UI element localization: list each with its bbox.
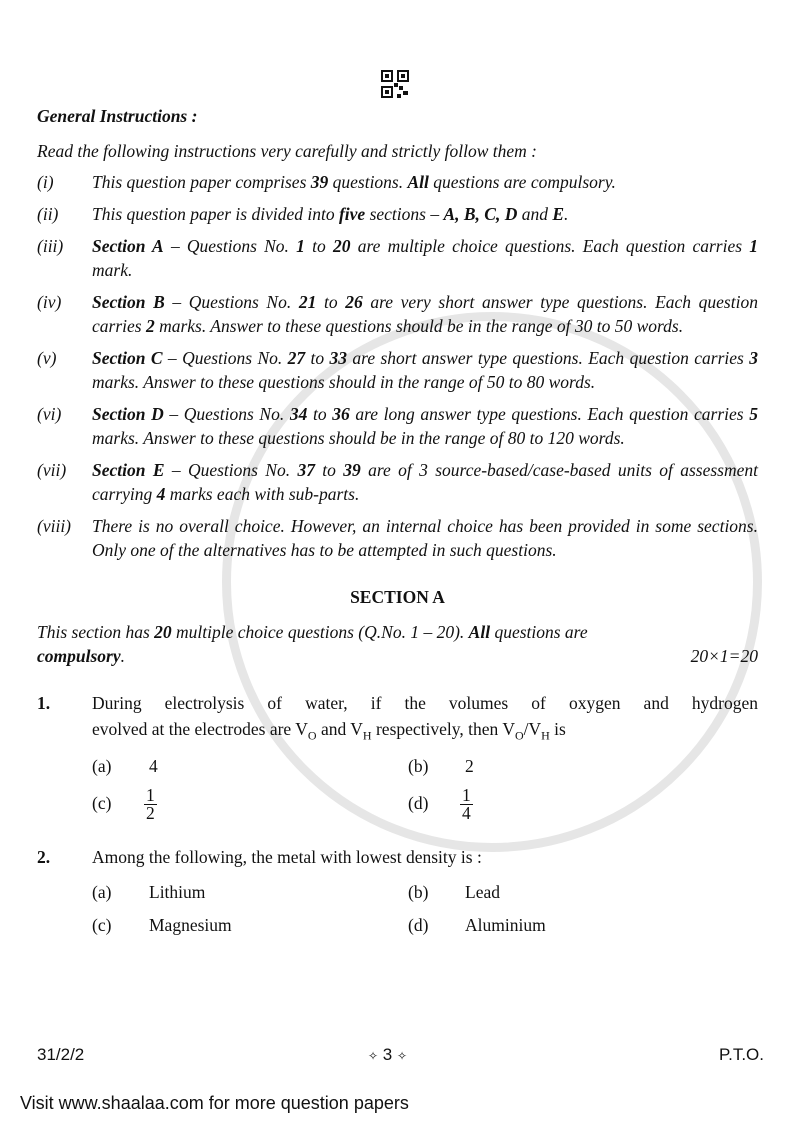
- text: This question paper is divided into: [92, 204, 339, 224]
- text: This section has: [37, 622, 155, 642]
- instruction-item: [37, 402, 758, 450]
- bold-text: 39: [343, 460, 361, 480]
- text: are of 3 source-based/case-based units of assessment carrying: [92, 460, 758, 504]
- bold-text: A, B, C, D: [443, 204, 518, 224]
- subscript: H: [362, 728, 372, 743]
- question-text: Among the following, the metal with lowest density is :: [92, 847, 482, 867]
- bold-text: 20: [332, 236, 351, 256]
- option-b[interactable]: Lead: [465, 882, 500, 902]
- text: multiple choice questions (Q.No. 1 – 20).: [171, 622, 469, 642]
- instructions-intro: Read the following instructions very carefully and strictly follow them :: [37, 141, 537, 161]
- option-label: (d): [408, 792, 429, 813]
- question-text-line1: During electrolysis of water, if the volumes of oxygen and hydrogen: [92, 693, 758, 713]
- bold-text: 37: [297, 460, 315, 480]
- option-d[interactable]: [460, 787, 473, 822]
- page-content: [37, 104, 758, 937]
- options-row: [37, 880, 758, 904]
- paper-code: 31/2/2: [37, 1045, 85, 1064]
- subscript: O: [514, 728, 524, 743]
- qr-code-icon: [381, 70, 409, 98]
- bold-text: 36: [332, 404, 350, 424]
- question-text: [92, 690, 758, 742]
- text: are long answer type questions. Each question carries: [349, 404, 750, 424]
- instruction-label: (ii): [37, 204, 59, 224]
- instruction-text: [92, 346, 758, 394]
- instruction-text: [92, 202, 758, 226]
- instruction-label: (vi): [37, 404, 62, 424]
- instruction-item: [37, 234, 758, 282]
- text: marks. Answer to these questions should in the range of 50 to 80 words.: [92, 372, 596, 392]
- instruction-item: [37, 290, 758, 338]
- text: to: [305, 348, 330, 368]
- text: – Questions No.: [162, 348, 288, 368]
- text: evolved at the electrodes are V: [92, 719, 308, 739]
- text: This question paper comprises: [92, 172, 311, 192]
- text: to: [307, 404, 333, 424]
- ornament-icon: ✧: [397, 1049, 408, 1063]
- ornament-icon: ✧: [368, 1049, 379, 1063]
- denominator: 4: [462, 803, 471, 823]
- text: questions are compulsory.: [428, 172, 616, 192]
- question-text-line2: [92, 716, 758, 742]
- bold-text: 33: [329, 348, 348, 368]
- text: – Questions No.: [164, 460, 298, 480]
- page-number-text: 3: [382, 1045, 393, 1064]
- option-label: (b): [408, 756, 429, 776]
- bold-text: 20: [154, 622, 172, 642]
- bold-text: 5: [749, 404, 758, 424]
- instruction-text: [92, 514, 758, 562]
- options-row: [37, 783, 758, 822]
- instruction-item: [37, 170, 758, 194]
- text: is: [549, 719, 566, 739]
- bold-text: 21: [298, 292, 317, 312]
- text: – Questions No.: [163, 404, 290, 424]
- instruction-item: [37, 458, 758, 506]
- bold-text: 4: [156, 484, 166, 504]
- text: questions are: [490, 622, 588, 642]
- text: are short answer type questions. Each question carries: [347, 348, 750, 368]
- bold-text: 1: [749, 236, 758, 256]
- text: – Questions No.: [164, 292, 299, 312]
- text: are multiple choice questions. Each question carries: [350, 236, 750, 256]
- instruction-text: [92, 234, 758, 282]
- bold-text: Section C: [92, 348, 163, 368]
- option-a[interactable]: 4: [149, 756, 158, 776]
- instruction-item: [37, 514, 758, 562]
- text: sections –: [365, 204, 444, 224]
- section-title: SECTION A: [350, 587, 445, 607]
- option-label: (c): [92, 792, 112, 813]
- instructions-heading: General Instructions :: [37, 106, 198, 126]
- text: /V: [523, 719, 542, 739]
- visit-link[interactable]: Visit www.shaalaa.com for more question papers: [20, 1093, 409, 1113]
- question-1: [37, 690, 758, 742]
- bold-text: Section D: [92, 404, 164, 424]
- bold-text: 1: [296, 236, 305, 256]
- numerator: 1: [462, 785, 471, 805]
- text: .: [120, 646, 125, 666]
- bold-text: 34: [289, 404, 308, 424]
- instruction-text: [92, 458, 758, 506]
- bold-text: 3: [749, 348, 758, 368]
- text: There is no overall choice. However, an internal choice has been provided in some sections. Only one of the alternatives has to be attempted in such questions.: [92, 516, 758, 560]
- text: questions.: [328, 172, 408, 192]
- numerator: 1: [146, 785, 155, 805]
- bold-text: five: [338, 204, 366, 224]
- question-2: [37, 844, 758, 870]
- instruction-label: (i): [37, 172, 54, 192]
- text: to: [304, 236, 333, 256]
- question-number: 2.: [37, 847, 51, 867]
- bold-text: Section A: [92, 236, 164, 256]
- instruction-label: (viii): [37, 516, 72, 536]
- text: and: [517, 204, 553, 224]
- instruction-label: (v): [37, 348, 57, 368]
- bold-text: compulsory: [37, 646, 121, 666]
- options-row: [37, 913, 758, 937]
- instructions-list: [37, 170, 758, 562]
- option-d[interactable]: Aluminium: [465, 915, 546, 935]
- bold-text: 2: [145, 316, 155, 336]
- option-label: (c): [92, 915, 112, 935]
- option-label: (a): [92, 756, 112, 776]
- option-label: (b): [408, 882, 429, 902]
- text: respectively, then V: [371, 719, 515, 739]
- instruction-item: [37, 202, 758, 226]
- bold-text: 26: [345, 292, 363, 312]
- instruction-text: [92, 290, 758, 338]
- instruction-text: [92, 170, 758, 194]
- text: and V: [316, 719, 363, 739]
- instruction-label: (iii): [37, 236, 64, 256]
- section-note: [37, 620, 758, 644]
- option-c[interactable]: [144, 787, 157, 822]
- bold-text: Section E: [92, 460, 165, 480]
- pto-label: P.T.O.: [718, 1045, 764, 1064]
- bold-text: All: [468, 622, 491, 642]
- section-note-line2: [37, 644, 758, 668]
- text: .: [564, 204, 569, 224]
- text: are very short answer type questions. Each question carries: [92, 292, 758, 336]
- subscript: O: [307, 728, 317, 743]
- instruction-item: [37, 346, 758, 394]
- denominator: 2: [146, 803, 155, 823]
- text: to: [314, 460, 344, 480]
- text: – Questions No.: [163, 236, 297, 256]
- section-marks: 20×1=20: [690, 646, 758, 666]
- bold-text: E: [552, 204, 565, 224]
- bold-text: 39: [310, 172, 329, 192]
- option-b[interactable]: 2: [465, 756, 474, 776]
- bold-text: Section B: [92, 292, 165, 312]
- subscript: H: [541, 728, 550, 743]
- bold-text: All: [407, 172, 429, 192]
- text: marks. Answer to these questions should be in the range of 80 to 120 words.: [92, 428, 625, 448]
- option-label: (a): [92, 882, 112, 902]
- option-a[interactable]: Lithium: [149, 882, 206, 902]
- options-row: [37, 754, 758, 778]
- question-number: 1.: [37, 693, 51, 713]
- page-number: [368, 1045, 407, 1065]
- option-label: (d): [408, 915, 429, 935]
- section-note-end: [37, 644, 125, 668]
- text: to: [316, 292, 346, 312]
- option-c[interactable]: Magnesium: [149, 915, 232, 935]
- instruction-label: (vii): [37, 460, 67, 480]
- text: marks each with sub-parts.: [165, 484, 360, 504]
- instruction-label: (iv): [37, 292, 62, 312]
- bold-text: 27: [287, 348, 306, 368]
- instruction-text: [92, 402, 758, 450]
- text: marks. Answer to these questions should be in the range of 30 to 50 words.: [154, 316, 684, 336]
- text: mark.: [92, 260, 133, 280]
